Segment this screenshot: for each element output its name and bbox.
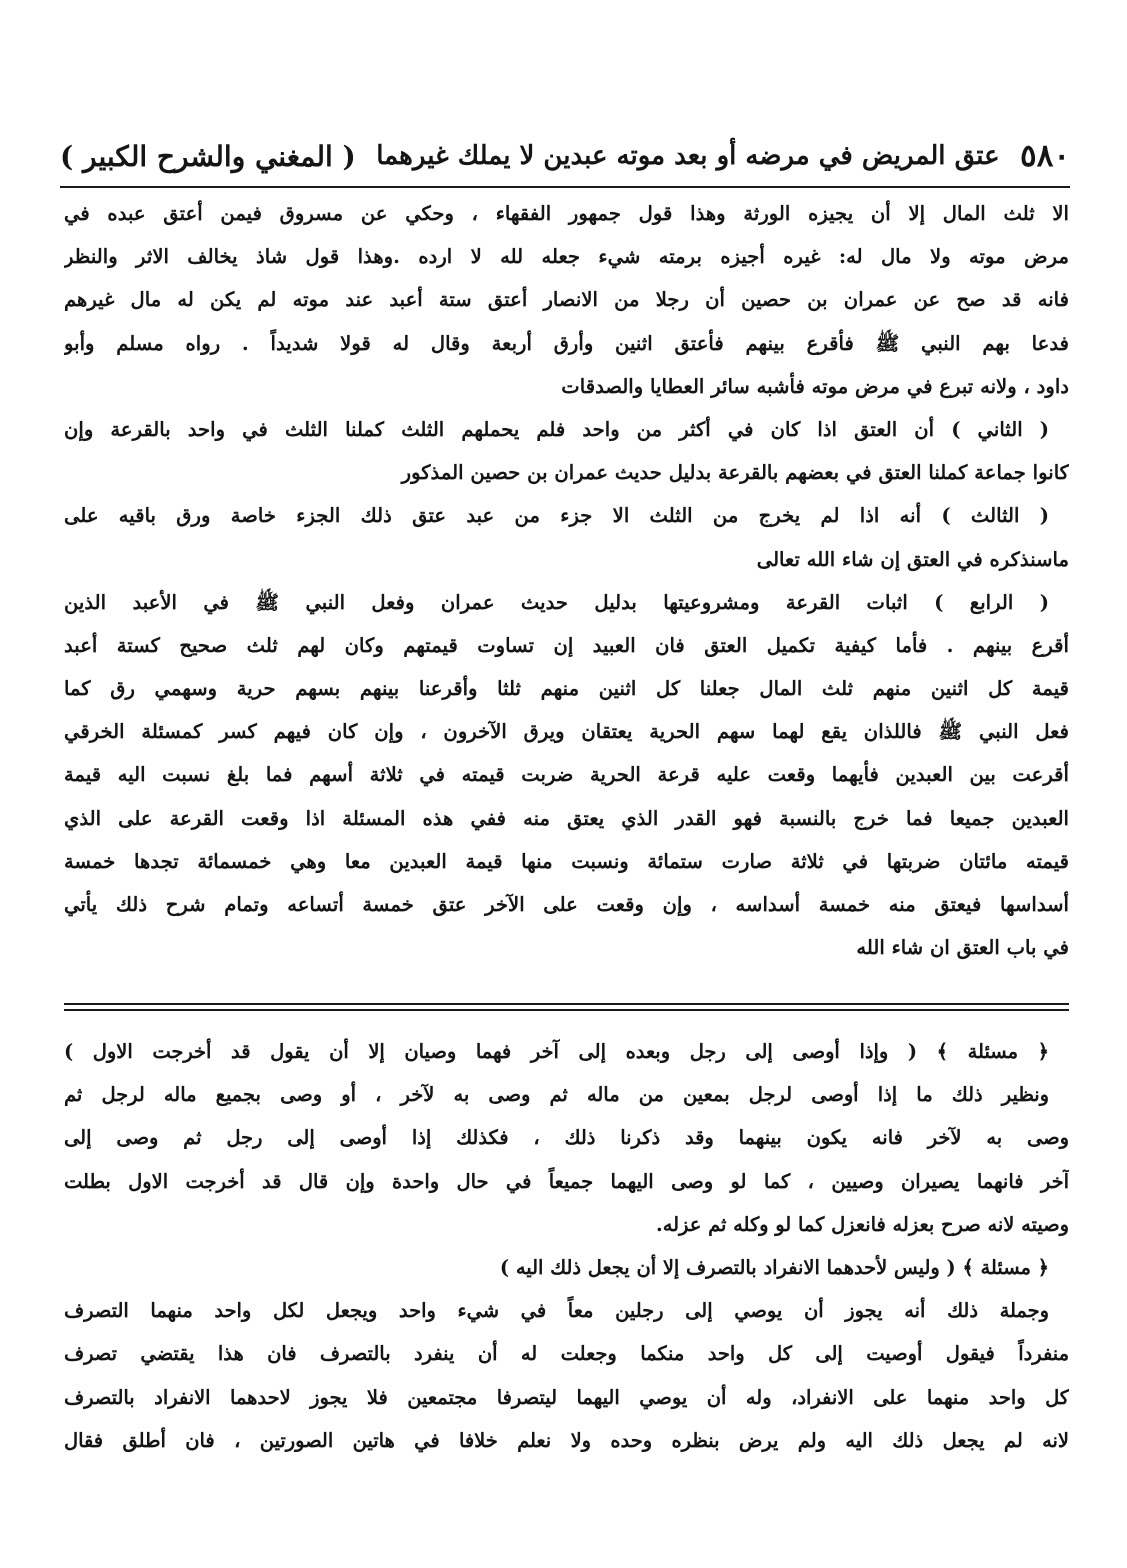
running-title: عتق المريض في مرضه أو بعد موته عبدين لا يملك غيرهما [376,141,1000,171]
text-line: ( الثاني ) أن العتق اذا كان في أكثر من واحد فلم يحملهم الثلث كملنا الثلث في واحد بالقرعة وإن [64,417,1049,441]
main-text [64,192,1069,969]
text-line: وصيته لانه صرح بعزله فانعزل كما لو وكله ثم عزله. [656,1212,1069,1236]
text-line: ونظير ذلك ما إذا أوصى لرجل بمعين من ماله ثم وصى به لآخر ، أو وصى بجميع ماله لرجل ثم [64,1083,1049,1107]
text-line: وجملة ذلك أنه يجوز أن يوصي إلى رجلين معاً في شيء واحد ويجعل لكل واحد منهما التصرف [64,1299,1049,1323]
page-header [60,130,1070,182]
header-rule [60,186,1070,188]
page-number: ٥٨٠ [1020,138,1070,174]
masala-heading: ﴿ مسئلة ﴾ ( وليس لأحدهما الانفراد بالتصرف إلا أن يجعل ذلك اليه ) [499,1255,1049,1279]
text-line: مرض موته ولا مال له: غيره أجيزه برمته شيء جعله لله لا ارده .وهذا قول شاذ يخالف الاثر والنظر [64,245,1069,269]
text-line: وصى به لآخر فانه يكون بينهما وقد ذكرنا ذلك ، فكذلك إذا أوصى إلى رجل ثم وصى إلى [64,1126,1069,1150]
commentary-text [64,1030,1069,1462]
text-line: ( الثالث ) أنه اذا لم يخرج من الثلث الا جزء من عبد عتق ذلك الجزء خاصة ورق باقيه على [64,504,1049,528]
text-line: أسداسها فيعتق منه خمسة أسداسه ، وإن وقعت على الآخر عتق خمسة أتساعه وتمام شرح ذلك يأتي [64,893,1069,916]
text-line: قيمة كل اثنين منهم ثلث المال جعلنا كل اثنين منهم ثلثا وأقرعنا بينهم بسهم حرية وسهمي رق كما [64,677,1069,701]
text-line: في باب العتق ان شاء الله [856,936,1069,960]
text-line: فعل النبي ﷺ فاللذان يقع لهما سهم الحرية يعتقان ويرق الآخرون ، وإن كان فيهم كسر كمسئلة الخرقي [64,720,1069,744]
text-line: أقرع بينهم . فأما كيفية تكميل العتق فان العبيد إن تساوت قيمتهم وكان لهم ثلث صحيح كستة أعبد [64,633,1069,657]
text-line: فدعا بهم النبي ﷺ فأقرع بينهم فأعتق اثنين وأرق أربعة وقال له قولا شديداً . رواه مسلم وأبو [64,331,1069,355]
text-line: لانه لم يجعل ذلك اليه ولم يرض بنظره وحده ولا نعلم خلافا في هاتين الصورتين ، فان أطلق فقال [64,1428,1069,1452]
book-title: ( المغني والشرح الكبير ) [60,139,356,173]
text-line: كل واحد منهما على الانفراد، وله أن يوصي اليهما ليتصرفا مجتمعين فلا يجوز لاحدهما الانفراد بالتصرف [64,1385,1069,1409]
text-line: العبدين جميعا فما خرج بالنسبة فهو القدر الذي يعتق منه ففي هذه المسئلة اذا وقعت القرعة على الذي [64,806,1069,830]
text-line: قيمته مائتان ضربتها في ثلاثة صارت ستمائة ونسبت منها قيمة العبدين معا وهي خمسمائة تجدها خمسة [64,849,1069,873]
text-line: فانه قد صح عن عمران بن حصين أن رجلا من الانصار أعتق ستة أعبد عند موته لم يكن له مال غيرهم [64,288,1069,312]
text-line: كانوا جماعة كملنا العتق في بعضهم بالقرعة بدليل حديث عمران بن حصين المذكور [401,461,1069,485]
text-line: الا ثلث المال إلا أن يجيزه الورثة وهذا قول جمهور الفقهاء ، وحكي عن مسروق فيمن أعتق عبده في [64,202,1069,225]
text-line: داود ، ولانه تبرع في مرض موته فأشبه سائر العطايا والصدقات [561,374,1069,398]
text-line: منفرداً فيقول أوصيت إلى كل واحد منكما وجعلت له أن ينفرد بالتصرف فان هذا يقتضي تصرف [64,1342,1069,1366]
text-line: أقرعت بين العبدين فأيهما وقعت عليه قرعة الحرية ضربت قيمته في ثلاثة أسهم فما بلغ نسبت اليه قيمة [64,763,1069,787]
section-separator [64,1003,1069,1011]
text-line: آخر فانهما يصيران وصيين ، كما لو وصى اليهما جميعاً في حال واحدة وإن قال قد أخرجت الاول بطلت [64,1169,1069,1193]
text-line: ماسنذكره في العتق إن شاء الله تعالى [756,547,1069,571]
text-line: ( الرابع ) اثبات القرعة ومشروعيتها بدليل حديث عمران وفعل النبي ﷺ في الأعبد الذين [64,590,1049,614]
masala-heading: ﴿ مسئلة ﴾ ( وإذا أوصى إلى رجل وبعده إلى آخر فهما وصيان إلا أن يقول قد أخرجت الاول ) [64,1040,1049,1063]
